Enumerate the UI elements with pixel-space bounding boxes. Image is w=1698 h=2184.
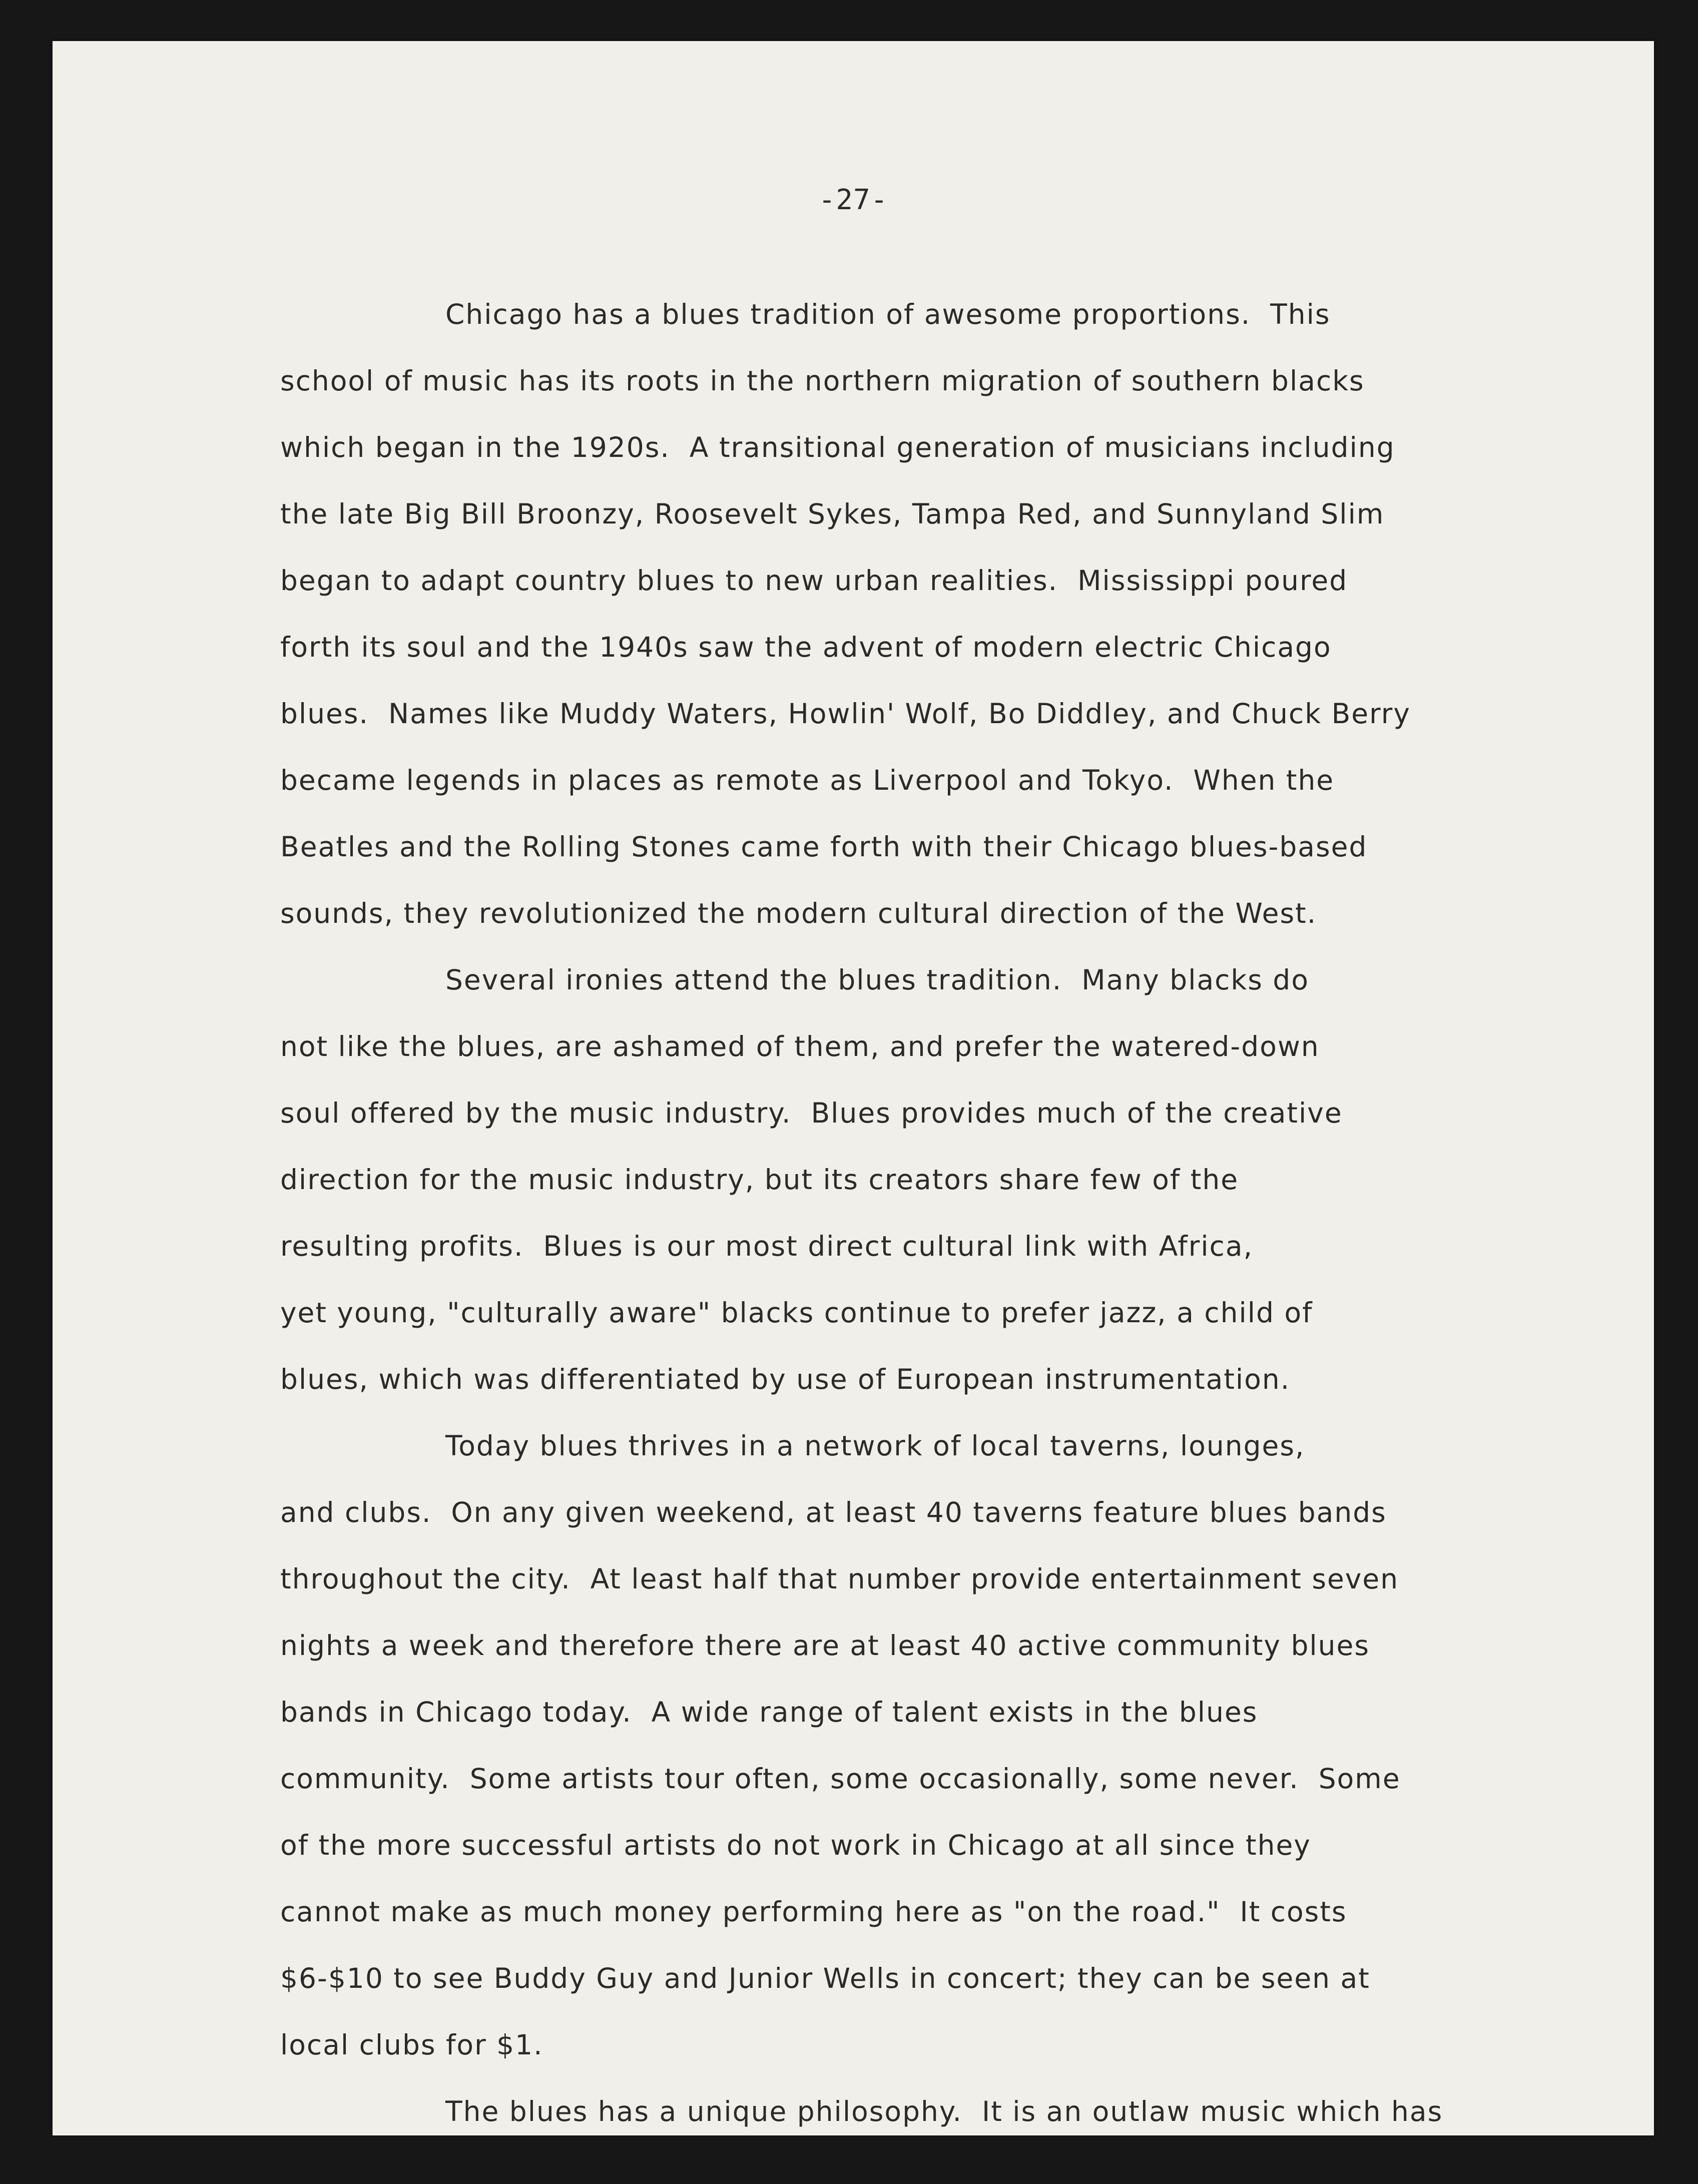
- text-line: of the more successful artists do not work in Chicago at all since they: [280, 1829, 1311, 1861]
- text-line: Beatles and the Rolling Stones came forth with their Chicago blues-based: [280, 831, 1368, 863]
- text-line: throughout the city. At least half that number provide entertainment seven: [280, 1563, 1399, 1595]
- text-line: Chicago has a blues tradition of awesome proportions. This: [445, 298, 1331, 330]
- text-line: cannot make as much money performing here as "on the road." It costs: [280, 1896, 1347, 1928]
- text-line: soul offered by the music industry. Blues provides much of the creative: [280, 1097, 1343, 1129]
- text-line: blues, which was differentiated by use of European instrumentation.: [280, 1363, 1291, 1395]
- text-line: which began in the 1920s. A transitional generation of musicians including: [280, 431, 1395, 463]
- text-line: forth its soul and the 1940s saw the advent of modern electric Chicago: [280, 631, 1332, 663]
- text-line: not like the blues, are ashamed of them, and prefer the watered-down: [280, 1030, 1320, 1062]
- text-line: The blues has a unique philosophy. It is an outlaw music which has: [445, 2095, 1443, 2127]
- text-line: $6-$10 to see Buddy Guy and Junior Wells in concert; they can be seen at: [280, 1962, 1370, 1994]
- text-line: direction for the music industry, but its creators share few of the: [280, 1164, 1239, 1196]
- text-line: bands in Chicago today. A wide range of talent exists in the blues: [280, 1696, 1258, 1728]
- document-page: [53, 41, 1654, 2135]
- text-line: yet young, "culturally aware" blacks continue to prefer jazz, a child of: [280, 1297, 1313, 1329]
- text-line: local clubs for $1.: [280, 2029, 543, 2061]
- text-line: community. Some artists tour often, some occasionally, some never. Some: [280, 1763, 1401, 1795]
- text-line: resulting profits. Blues is our most direct cultural link with Africa,: [280, 1230, 1254, 1262]
- text-line: school of music has its roots in the northern migration of southern blacks: [280, 365, 1365, 397]
- body-text: [280, 281, 1641, 2145]
- text-line: Today blues thrives in a network of local taverns, lounges,: [445, 1430, 1305, 1462]
- text-line: became legends in places as remote as Liverpool and Tokyo. When the: [280, 764, 1335, 796]
- text-line: the late Big Bill Broonzy, Roosevelt Sykes, Tampa Red, and Sunnyland Slim: [280, 498, 1385, 530]
- text-line: blues. Names like Muddy Waters, Howlin' Wolf, Bo Diddley, and Chuck Berry: [280, 698, 1411, 730]
- text-line: Several ironies attend the blues tradition. Many blacks do: [445, 964, 1309, 996]
- text-line: sounds, they revolutionized the modern cultural direction of the West.: [280, 897, 1317, 929]
- page-number: -27-: [818, 184, 888, 216]
- text-line: nights a week and therefore there are at least 40 active community blues: [280, 1629, 1370, 1662]
- text-line: began to adapt country blues to new urban realities. Mississippi poured: [280, 565, 1348, 597]
- text-line: and clubs. On any given weekend, at least 40 taverns feature blues bands: [280, 1496, 1387, 1528]
